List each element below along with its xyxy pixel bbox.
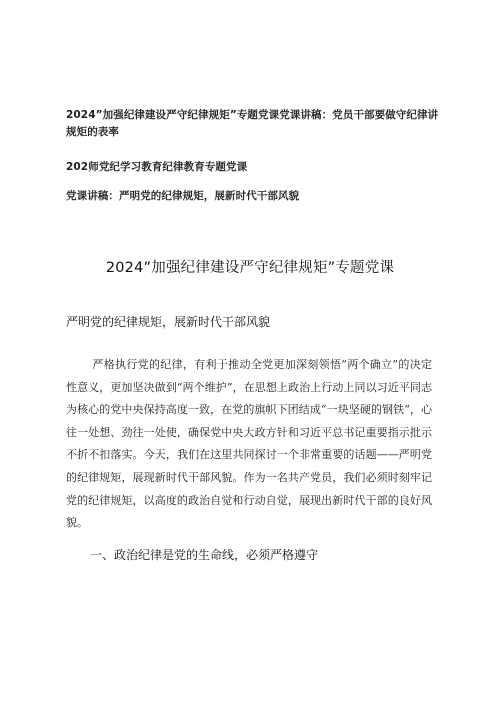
document-title: 2024”加强纪律建设严守纪律规矩”专题党课 [105, 260, 395, 276]
body-paragraph: 严格执行党的纪律，有利于推动全党更加深刻领悟“两个确立”的决定性意义，更加坚决做到“两个维护”，在思想上政治上行动上同以习近平同志为核心的党中央保持高度一致，在党的旗帜下团结成“一块坚硬的钢铁“，心往一处想、劲往一处使，确保党中央大政方针和习近平总书记重要指示批示不折不扣落实。今天，我们在这里共同探讨一个非常重要的话题——严明党的纪律规矩，展现新时代干部风貌。作为一名共产党员，我们必须时刻牢记党的纪律规矩，以高度的政治自觉和行动自觉，展现出新时代干部的良好风貌。 [66, 358, 432, 530]
header-title-line: 2024”加强纪律建设严守纪律规矩”专题党课党课讲稿：党员干部要做守纪律讲规矩的表率 [66, 109, 439, 138]
header-speech-line: 党课讲稿：严明党的纪律规矩，展新时代干部风貌 [66, 190, 300, 202]
section-heading: 一、政治纪律是党的生命线，必须严格遵守 [90, 548, 319, 562]
document-subtitle: 严明党的纪律规矩，展新时代干部风貌 [66, 315, 271, 329]
header-subtitle-line: 202师党纪学习教育纪律教育专题党课 [66, 161, 248, 173]
